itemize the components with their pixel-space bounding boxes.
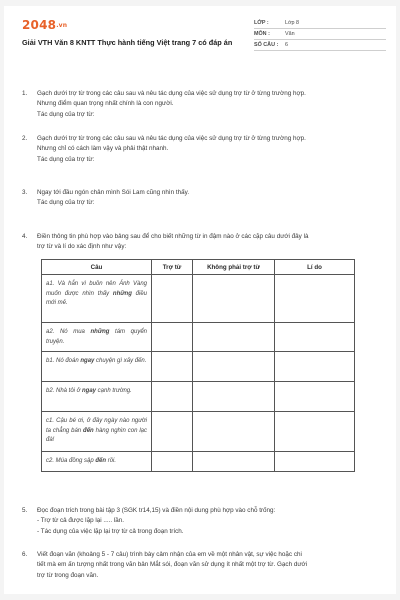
question-2 <box>22 134 382 168</box>
answer-cell[interactable] <box>193 352 275 382</box>
sentence-cell <box>42 382 152 412</box>
bold-word: đến <box>83 427 94 434</box>
sentence-text: rồi. <box>106 458 117 464</box>
table-header-row <box>42 260 355 275</box>
sentence-cell <box>42 323 152 352</box>
answer-cell[interactable] <box>275 382 355 412</box>
sentence-text: hàng nghìn con lạc đà! <box>46 427 147 444</box>
bold-word: những <box>112 290 132 297</box>
table-row <box>42 382 355 412</box>
answer-cell[interactable] <box>275 412 355 452</box>
question-line: trợ từ và lí do xác định như vậy: <box>37 243 127 251</box>
meta-row-subject <box>254 29 386 40</box>
question-number: 4. <box>22 233 28 240</box>
question-5 <box>22 506 382 540</box>
question-line: - Trợ từ cả được lặp lại ..... lần. <box>37 517 125 525</box>
meta-row-count <box>254 40 386 51</box>
logo-suffix: .vn <box>56 22 68 29</box>
answer-cell[interactable] <box>152 382 193 412</box>
meta-value: Văn <box>285 31 295 37</box>
bold-word: đến <box>95 458 107 464</box>
meta-key: LỚP : <box>254 20 269 26</box>
question-line: trợ từ trong đoạn văn. <box>37 571 99 579</box>
question-line: Tác dụng của trợ từ: <box>37 110 95 118</box>
answer-cell[interactable] <box>193 323 275 352</box>
answer-cell[interactable] <box>152 412 193 452</box>
question-line: Nhưng điểm quan trọng nhất chính là con người. <box>37 100 174 108</box>
table-row <box>42 275 355 323</box>
sentence-text: tám quyển truyện. <box>46 329 148 345</box>
question-number: 1. <box>22 90 28 97</box>
question-line: Gạch dưới trợ từ trong các câu sau và nêu tác dụng của việc sử dụng trợ từ ở từng trường hợp. <box>37 90 306 97</box>
sentence-text: c1. Cậu bé ơi, ở đây ngày nào người ta chẳng bán <box>46 418 147 434</box>
meta-value: 6 <box>285 42 288 48</box>
question-line: Viết đoạn văn (khoảng 5 - 7 câu) trình bày cảm nhận của em về một nhân vật, sự việc hoặc chi <box>37 551 302 558</box>
document-page <box>4 6 396 594</box>
question-number: 2. <box>22 135 28 142</box>
answer-cell[interactable] <box>275 275 355 323</box>
answer-cell[interactable] <box>275 352 355 382</box>
sentence-text: b2. Nhà tôi ở <box>46 388 82 394</box>
sentence-text: b1. Nó đoán <box>46 358 81 364</box>
question-1 <box>22 89 382 123</box>
question-3 <box>22 188 382 212</box>
question-number: 3. <box>22 189 28 196</box>
answer-cell[interactable] <box>193 452 275 472</box>
sentence-text: điều mới mẻ. <box>46 290 147 307</box>
question-line: Tác dụng của trợ từ: <box>37 155 95 163</box>
column-header: Trợ từ <box>152 260 193 275</box>
meta-row-class <box>254 18 386 29</box>
column-header: Không phải trợ từ <box>193 260 275 275</box>
answer-cell[interactable] <box>152 452 193 472</box>
table-row <box>42 452 355 472</box>
question-line: Tác dụng của trợ từ: <box>37 199 95 207</box>
table-row <box>42 412 355 452</box>
answer-table <box>41 259 355 472</box>
question-line: Điền thông tin phù hợp vào bảng sau để cho biết những từ in đậm nào ở các cặp câu dưới đây là <box>37 233 309 240</box>
bold-word: những <box>90 329 110 335</box>
meta-key: SỐ CÂU : <box>254 42 279 48</box>
sentence-text: cạnh trường. <box>96 388 132 394</box>
question-number: 6. <box>22 551 28 558</box>
bold-word: ngay <box>81 388 96 394</box>
sentence-text: a1. Và hắn vì buồn nên Ánh Vàng muốn được nhìn thấy <box>46 281 147 297</box>
table-row <box>42 352 355 382</box>
meta-key: MÔN : <box>254 31 270 37</box>
answer-cell[interactable] <box>152 275 193 323</box>
answer-cell[interactable] <box>193 382 275 412</box>
question-line: Nhưng chỉ có cách làm vậy và phải thật nhanh. <box>37 145 169 153</box>
sentence-cell <box>42 452 152 472</box>
question-line: Ngay tới đầu ngón chân mình Sói Lam cũng nhìn thấy. <box>37 189 190 196</box>
answer-cell[interactable] <box>275 323 355 352</box>
answer-cell[interactable] <box>152 323 193 352</box>
answer-cell[interactable] <box>275 452 355 472</box>
sentence-text: a2. Nó mua <box>46 329 91 335</box>
column-header: Câu <box>42 260 152 275</box>
question-line: tiết mà em ấn tượng nhất trong văn bản Mắt sói, đoạn văn sử dụng ít nhất một trợ từ. Gạch dưới <box>37 561 308 569</box>
sentence-text: chuyện gì xảy đến. <box>94 358 147 364</box>
question-4 <box>22 232 382 256</box>
question-line: Gạch dưới trợ từ trong các câu sau và nêu tác dụng của việc sử dụng trợ từ ở từng trường hợp. <box>37 135 306 142</box>
table-row <box>42 323 355 352</box>
meta-value: Lớp 8 <box>285 20 300 26</box>
sentence-cell <box>42 275 152 323</box>
column-header: Lí do <box>275 260 355 275</box>
answer-cell[interactable] <box>193 412 275 452</box>
sentence-cell <box>42 352 152 382</box>
sentence-cell <box>42 412 152 452</box>
question-line: Đọc đoạn trích trong bài tập 3 (SGK tr14,15) và điền nội dung phù hợp vào chỗ trống: <box>37 507 276 514</box>
bold-word: ngay <box>80 358 95 364</box>
question-6 <box>22 550 384 584</box>
document-title: Giải VTH Văn 8 KNTT Thực hành tiếng Việt trang 7 có đáp án <box>22 38 233 47</box>
sentence-text: c2. Múa đồng sập <box>46 458 96 464</box>
answer-cell[interactable] <box>193 275 275 323</box>
question-number: 5. <box>22 507 28 514</box>
meta-info <box>254 18 386 51</box>
logo-text: 2048 <box>22 18 57 32</box>
question-line: - Tác dụng của việc lặp lại trợ từ cả trong đoạn trích. <box>37 527 184 535</box>
site-logo[interactable] <box>22 18 67 32</box>
answer-cell[interactable] <box>152 352 193 382</box>
